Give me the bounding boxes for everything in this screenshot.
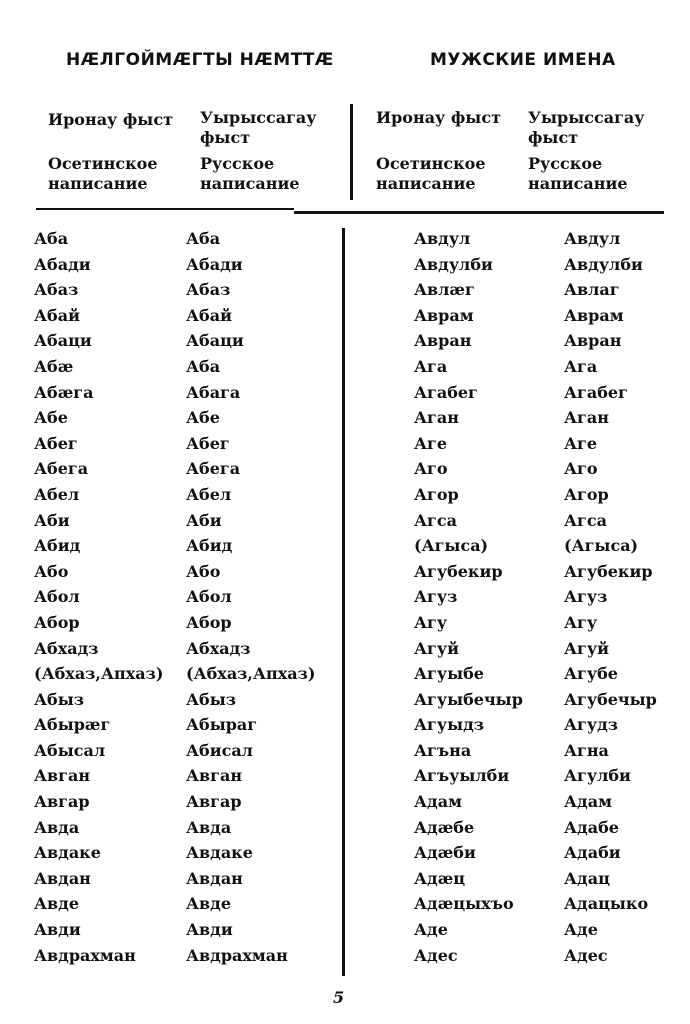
- name-entry: Абел: [34, 484, 80, 504]
- name-entry: Авдул: [564, 229, 621, 248]
- name-entry: Агабег: [564, 382, 628, 402]
- name-entry: Абел: [186, 484, 232, 504]
- col1-header-top: Иронау фыст: [48, 110, 173, 129]
- name-entry: Абе: [186, 408, 220, 428]
- name-entry: Агна: [564, 740, 609, 760]
- name-entry: Абег: [186, 433, 230, 453]
- name-entry: Авган: [34, 766, 91, 786]
- name-entry: Абысал: [34, 740, 106, 760]
- name-entry: Авде: [186, 894, 231, 914]
- name-entry: Агуыбечыр: [414, 689, 523, 709]
- name-entry: Адац: [564, 868, 610, 888]
- name-entry: Аге: [414, 433, 448, 453]
- name-entry: Авдулби: [414, 254, 493, 274]
- name-entry: Абор: [186, 612, 232, 632]
- name-entry: Агуыдз: [414, 715, 484, 735]
- name-entry: Абол: [186, 587, 232, 607]
- name-entry: Авди: [34, 920, 81, 940]
- name-entry: Абол: [34, 587, 80, 607]
- name-entry: Адацыко: [564, 894, 649, 914]
- name-entry: Абаци: [34, 331, 92, 351]
- name-entry: Авдулби: [564, 254, 643, 274]
- col1-header-bottom: Осетинское написание: [48, 154, 158, 193]
- name-entry: Аба: [34, 229, 69, 248]
- right-title: МУЖСКИЕ ИМЕНА: [430, 50, 616, 70]
- name-entry: Агуз: [414, 587, 458, 607]
- col2-header-bottom: Русское написание: [200, 154, 300, 193]
- name-entry: Абор: [34, 612, 80, 632]
- name-entry: Агъна: [414, 740, 472, 760]
- name-entry: Абаз: [186, 280, 231, 300]
- name-entry: Агъуылби: [414, 766, 510, 786]
- name-entry: Агубе: [564, 664, 618, 684]
- name-entry: Адам: [564, 792, 612, 812]
- name-entry: Абырæг: [34, 715, 111, 735]
- name-entry: Авдрахман: [186, 945, 288, 965]
- name-entry: Авдаке: [186, 843, 253, 863]
- name-entry: Авдан: [186, 868, 243, 888]
- name-entry: Авран: [414, 331, 472, 351]
- name-entry: Авгар: [186, 792, 242, 812]
- name-entry: Абхадз: [34, 638, 99, 658]
- name-entry: Аби: [34, 510, 70, 530]
- name-entry: Агор: [564, 484, 609, 504]
- header-vertical-divider: [350, 104, 353, 200]
- name-entry: Абæга: [34, 382, 94, 402]
- name-entry: Авда: [34, 817, 80, 837]
- name-entry: Авгар: [34, 792, 90, 812]
- name-entry: Авди: [186, 920, 233, 940]
- name-entry: Абади: [34, 254, 91, 274]
- name-entry: Або: [186, 561, 221, 581]
- name-entry: Абыз: [186, 689, 236, 709]
- right-ossetian-column: [414, 226, 523, 968]
- name-entry: Абе: [34, 408, 68, 428]
- name-entry: Аган: [564, 408, 609, 428]
- col2-header-top: Уырыссагау фыст: [200, 108, 317, 147]
- name-entry: Авдан: [34, 868, 91, 888]
- name-entry: Аврам: [414, 305, 474, 325]
- col3-header-top: Иронау фыст: [376, 108, 501, 127]
- name-entry: Агубекир: [564, 561, 653, 581]
- name-entry: (Агыса): [564, 536, 639, 556]
- name-entry: Агуз: [564, 587, 608, 607]
- name-entry: Абæ: [34, 356, 74, 376]
- name-entry: Аге: [564, 433, 598, 453]
- name-entry: Агубечыр: [564, 689, 657, 709]
- name-entry: Агса: [414, 510, 457, 530]
- name-entry: Абай: [186, 305, 232, 325]
- name-entry: Абыраг: [186, 715, 258, 735]
- name-entry: Авлаг: [564, 280, 620, 300]
- col4-header-bottom: Русское написание: [528, 154, 628, 193]
- name-entry: Аде: [564, 920, 598, 940]
- name-entry: Агуй: [564, 638, 609, 658]
- name-entry: Аго: [414, 459, 448, 479]
- name-entry: Абег: [34, 433, 78, 453]
- name-entry: Агор: [414, 484, 459, 504]
- name-entry: Адес: [414, 945, 458, 965]
- name-entry: Адæц: [414, 868, 466, 888]
- name-entry: Ага: [564, 356, 598, 376]
- name-entry: Абаз: [34, 280, 79, 300]
- name-entry: Або: [34, 561, 69, 581]
- name-entry: Аган: [414, 408, 459, 428]
- body-vertical-divider: [342, 228, 345, 976]
- name-entry: Аго: [564, 459, 598, 479]
- col3-header-bottom: Осетинское написание: [376, 154, 486, 193]
- name-entry: Авде: [34, 894, 79, 914]
- name-entry: Агулби: [564, 766, 631, 786]
- name-entry: Агса: [564, 510, 607, 530]
- name-entry: Агудз: [564, 715, 618, 735]
- left-ossetian-column: [34, 226, 163, 968]
- name-entry: Абыз: [34, 689, 84, 709]
- name-entry: Агу: [564, 612, 598, 632]
- left-title: НÆЛГОЙМÆГТЫ НÆМТТÆ: [66, 50, 334, 70]
- name-entry: (Агыса): [414, 536, 489, 556]
- name-entry: Адам: [414, 792, 462, 812]
- name-entry: Адаби: [564, 843, 621, 863]
- name-entry: Абид: [34, 536, 81, 556]
- name-entry: Авдаке: [34, 843, 101, 863]
- name-entry: Агуй: [414, 638, 459, 658]
- name-entry: Адæбе: [414, 817, 475, 837]
- name-entry: Абаци: [186, 331, 244, 351]
- name-entry: Агуыбе: [414, 664, 484, 684]
- header-rule-left: [36, 208, 294, 210]
- name-entry: Авлæг: [414, 280, 475, 300]
- name-entry: Агубекир: [414, 561, 503, 581]
- name-entry: Адæби: [414, 843, 476, 863]
- name-entry: (Абхаз,Апхаз): [186, 664, 316, 684]
- header-rule-right: [294, 211, 664, 214]
- name-entry: Авдул: [414, 229, 471, 248]
- name-entry: Аби: [186, 510, 222, 530]
- name-entry: Адæцыхъо: [414, 894, 514, 914]
- name-entry: Авран: [564, 331, 622, 351]
- col4-header-top: Уырыссагау фыст: [528, 108, 645, 147]
- page-number: 5: [333, 988, 345, 1007]
- left-russian-column: [186, 226, 315, 968]
- name-entry: Авдрахман: [34, 945, 136, 965]
- name-entry: Аба: [186, 356, 221, 376]
- name-entry: Абега: [34, 459, 89, 479]
- name-entry: Аде: [414, 920, 448, 940]
- name-entry: Адабе: [564, 817, 619, 837]
- name-entry: Абай: [34, 305, 80, 325]
- name-entry: Абисал: [186, 740, 253, 760]
- name-entry: Абид: [186, 536, 233, 556]
- name-entry: Адес: [564, 945, 608, 965]
- name-entry: Ага: [414, 356, 448, 376]
- name-entry: Абега: [186, 459, 241, 479]
- name-entry: Абхадз: [186, 638, 251, 658]
- name-entry: Агу: [414, 612, 448, 632]
- name-entry: (Абхаз,Апхаз): [34, 664, 164, 684]
- right-russian-column: [564, 226, 657, 968]
- name-entry: Абага: [186, 382, 241, 402]
- name-entry: Авган: [186, 766, 243, 786]
- name-entry: Аврам: [564, 305, 624, 325]
- name-entry: Агабег: [414, 382, 478, 402]
- name-entry: Аба: [186, 229, 221, 248]
- name-entry: Абади: [186, 254, 243, 274]
- name-entry: Авда: [186, 817, 232, 837]
